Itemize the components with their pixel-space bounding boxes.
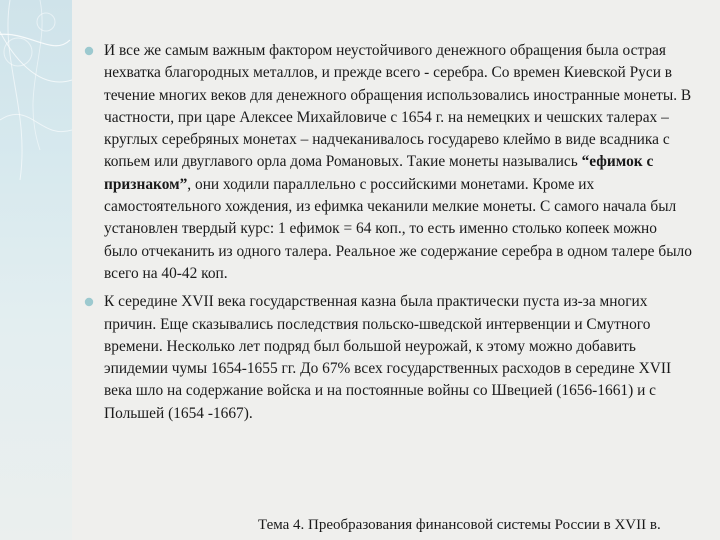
bullet-text: И все же самым важным фактором неустойчивого денежного обращения была острая нехватка благородных металлов, и прежде всего - серебра. Со времен Киевской Руси в течение многих веков для денежного обращения использовались иностранные монеты. В частности, при царе Алексее Михайловиче с 1654 г. на немецких и чешских талерах – круглых серебряных монетах – надчеканивалось государево клеймо в виде всадника с копьем или двуглавого орла дома Романовых. Такие монеты назывались bbox=[104, 42, 692, 171]
bullet-item bbox=[86, 40, 692, 285]
decorative-curves bbox=[0, 0, 72, 540]
slide-footer: Тема 4. Преобразования финансовой системы России в XVII в. bbox=[258, 517, 661, 533]
bullet-icon bbox=[84, 297, 94, 307]
decorative-side-strip bbox=[0, 0, 72, 540]
bullet-icon bbox=[84, 46, 94, 56]
bullet-text-continued: , они ходили параллельно с российскими монетами. Кроме их самостоятельного хождения, из ефимка чеканили мелкие монеты. С самого начала был установлен твердый курс: 1 ефимок = 64 коп., то есть именно столько копеек можно было отчеканить из одного талера. Реальное же содержание серебра в одном талере было всего на 40-42 коп. bbox=[104, 175, 692, 282]
bullet-paragraph bbox=[86, 291, 692, 425]
bullet-paragraph bbox=[86, 40, 692, 285]
bullet-item bbox=[86, 291, 692, 425]
bullet-bold-term: “ефимок с признаком” bbox=[104, 153, 654, 193]
slide-content bbox=[86, 40, 692, 431]
bullet-text: К середине XVII века государственная казна была практически пуста из-за многих причин. Еще сказывались последствия польско-шведской интервенции и Смутного времени. Несколько лет подряд был большой неурожай, к этому можно добавить эпидемии чумы 1654-1655 гг. До 67% всех государственных расходов в середине XVII века шло на содержание войска и на постоянные войны со Швецией (1656-1661) и с Польшей (1654 -1667). bbox=[104, 293, 672, 422]
